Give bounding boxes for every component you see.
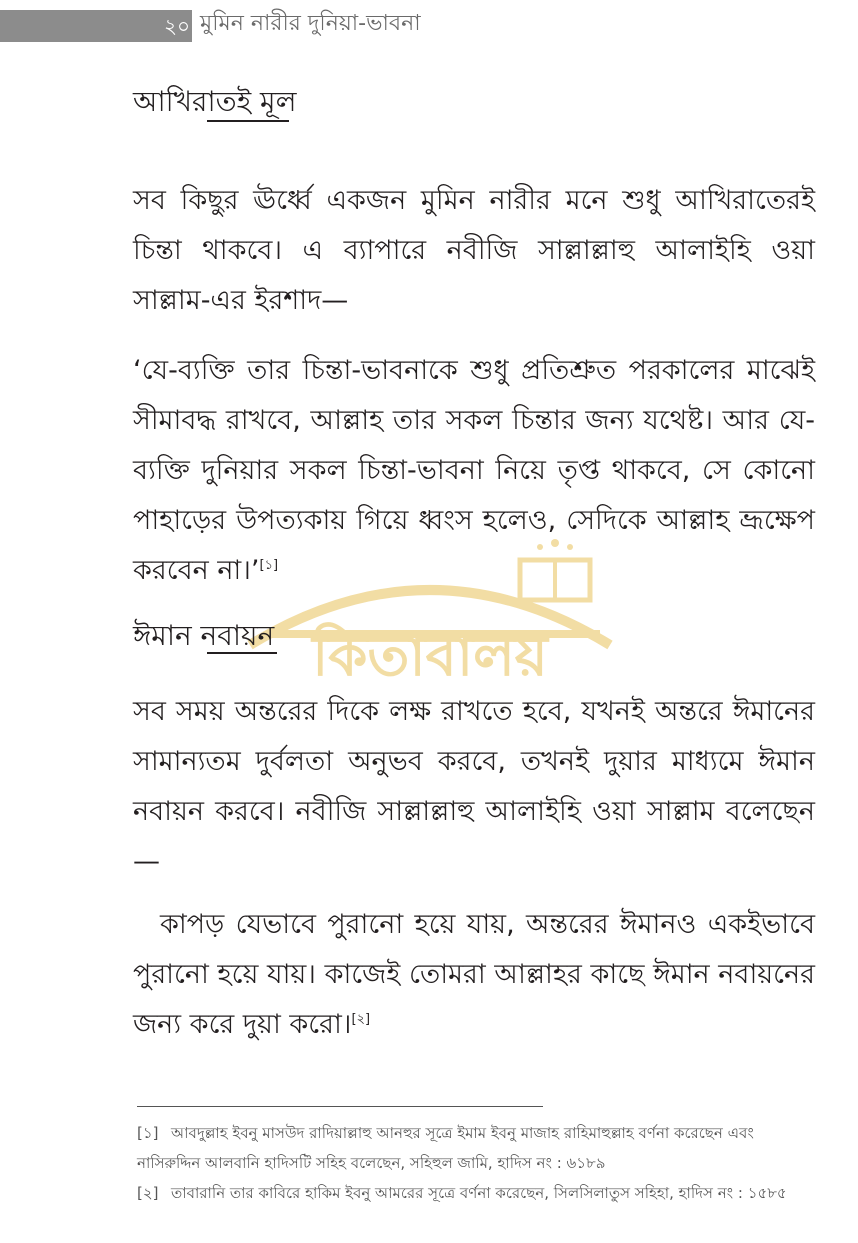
heading-underline [207, 120, 289, 122]
section-heading-iman: ঈমান নবায়ন [133, 619, 275, 652]
footnote-number: [২] [137, 1184, 159, 1202]
page-number: ২০ [163, 14, 190, 38]
section-heading-akhirat: আখিরাতই মূল [133, 85, 297, 118]
footnote-divider [137, 1106, 543, 1107]
running-title: মুমিন নারীর দুনিয়া-ভাবনা [200, 11, 421, 36]
watermark-text: কিতাবালয় [312, 624, 548, 685]
footnote-text: তাবারানি তার কাবিরে হাকিম ইবনু আমরের সূত্রে বর্ণনা করেছেন, সিলসিলাতুস সহিহা, হাদিস নং : ১৫৮৫ [171, 1184, 787, 1202]
hadith-1-text: ‘যে-ব্যক্তি তার চিন্তা-ভাবনাকে শুধু প্রতিশ্রুত পরকালের মাঝেই সীমাবদ্ধ রাখবে, আল্লাহ তার সকল চিন্তার জন্য যথেষ্ট। আর যে-ব্যক্তি দুনিয়ার সকল চিন্তা-ভাবনা নিয়ে তৃপ্ত থাকবে, সে কোনো পাহাড়ের উপত্যকায় গিয়ে ধ্বংস হলেও, সেদিকে আল্লাহ ভ্রূক্ষেপ করবেন না।’ [133, 355, 815, 586]
paragraph-akhirat-intro: সব কিছুর ঊর্ধ্বে একজন মুমিন নারীর মনে শুধু আখিরাতেরই চিন্তা থাকবে। এ ব্যাপারে নবীজি সাল্লাল্লাহু আলাইহি ওয়া সাল্লাম-এর ইরশাদ— [133, 185, 815, 316]
footnote-text: আবদুল্লাহ ইবনু মাসউদ রাদিয়াল্লাহু আনহুর সূত্রে ইমাম ইবনু মাজাহ রাহিমাহুল্লাহ বর্ণনা করেছেন এবং নাসিরুদ্দিন আলবানি হাদিসটি সহিহ বলেছেন, সহিহুল জামি, হাদিস নং : ৬১৮৯ [137, 1124, 754, 1172]
paragraph-hadith-2 [133, 900, 815, 1050]
hadith-2-text: কাপড় যেভাবে পুরানো হয়ে যায়, অন্তরের ঈমানও একইভাবে পুরানো হয়ে যায়। কাজেই তোমরা আল্লাহর কাছে ঈমান নবায়নের জন্য করে দুয়া করো। [133, 909, 815, 1040]
footnote-mark-1: [১] [259, 558, 279, 573]
footnote-number: [১] [137, 1124, 159, 1142]
heading-underline [207, 652, 277, 654]
footnote-2 [137, 1178, 817, 1208]
paragraph-iman-intro: সব সময় অন্তরের দিকে লক্ষ রাখতে হবে, যখনই অন্তরে ঈমানের সামান্যতম দুর্বলতা অনুভব করবে, তখনই দুয়ার মাধ্যমে ঈমান নবায়ন করবে। নবীজি সাল্লাল্লাহু আলাইহি ওয়া সাল্লাম বলেছেন— [133, 696, 815, 877]
kitabaloy-watermark-logo [230, 515, 630, 685]
footnote-1 [137, 1118, 817, 1178]
footnote-mark-2: [২] [351, 1012, 371, 1027]
